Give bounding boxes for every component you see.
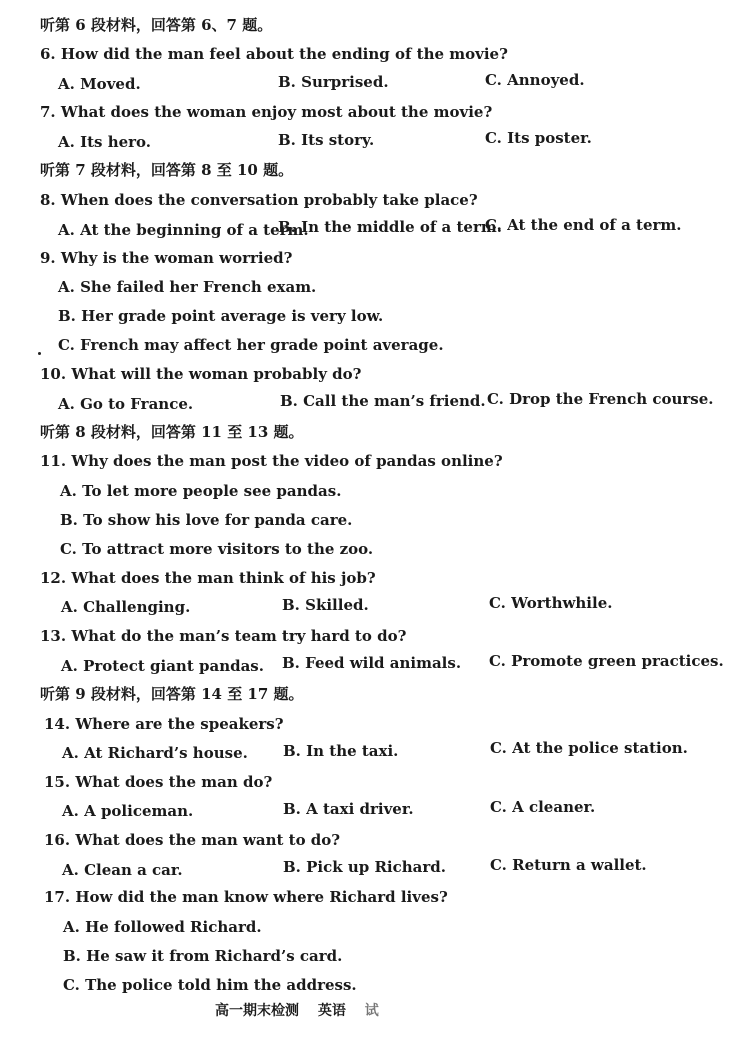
question-13-option-a: A. Protect giant pandas. [61,657,264,675]
question-14-option-c: C. At the police station. [490,739,688,757]
question-17-option-a: A. He followed Richard. [63,918,262,936]
question-7-stem: 7. What does the woman enjoy most about the movie? [40,103,493,121]
question-11-option-b: B. To show his love for panda care. [60,511,353,529]
question-8-option-a: A. At the beginning of a term. [58,221,309,239]
question-8-option-c: C. At the end of a term. [485,216,682,234]
question-10-option-a: A. Go to France. [58,395,194,413]
question-14-stem: 14. Where are the speakers? [44,715,284,733]
question-6-stem: 6. How did the man feel about the ending of the movie? [40,45,508,63]
question-17-option-c: C. The police told him the address. [63,976,357,994]
question-15-option-c: C. A cleaner. [490,798,596,816]
question-14-option-b: B. In the taxi. [283,742,399,760]
question-7-option-b: B. Its story. [278,131,375,149]
question-9-option-b: B. Her grade point average is very low. [58,307,384,325]
question-11-stem: 11. Why does the man post the video of pandas online? [40,452,503,470]
question-16-option-b: B. Pick up Richard. [283,858,447,876]
question-6-option-b: B. Surprised. [278,73,389,91]
section-heading-8: 听第 8 段材料，回答第 11 至 13 题。 [40,423,304,441]
question-17-stem: 17. How did the man know where Richard lives? [44,888,448,906]
footer-subject: 英语 [317,1003,346,1019]
question-12-option-c: C. Worthwhile. [489,594,613,612]
question-8-stem: 8. When does the conversation probably take place? [40,191,478,209]
question-11-option-c: C. To attract more visitors to the zoo. [60,540,374,558]
footer-exam-title: 高一期末检测 [215,1003,299,1019]
footer-trailing-text: 试 [364,1003,379,1019]
question-12-option-a: A. Challenging. [61,598,191,616]
ink-dot [38,352,41,355]
question-10-option-c: C. Drop the French course. [487,390,714,408]
question-17-option-b: B. He saw it from Richard’s card. [63,947,343,965]
question-15-option-b: B. A taxi driver. [283,800,414,818]
question-16-option-a: A. Clean a car. [62,861,183,879]
question-16-option-c: C. Return a wallet. [490,856,647,874]
question-13-option-c: C. Promote green practices. [489,652,724,670]
question-12-stem: 12. What does the man think of his job? [40,569,376,587]
section-heading-7: 听第 7 段材料，回答第 8 至 10 题。 [40,161,294,179]
question-6-option-a: A. Moved. [58,75,141,93]
question-10-stem: 10. What will the woman probably do? [40,365,362,383]
question-9-option-a: A. She failed her French exam. [58,278,317,296]
question-7-option-a: A. Its hero. [58,133,152,151]
question-6-option-c: C. Annoyed. [485,71,585,89]
question-15-stem: 15. What does the man do? [44,773,273,791]
question-13-stem: 13. What do the man’s team try hard to do? [40,627,407,645]
section-heading-9: 听第 9 段材料，回答第 14 至 17 题。 [40,685,304,703]
section-heading-6: 听第 6 段材料，回答第 6、7 题。 [40,16,273,34]
question-11-option-a: A. To let more people see pandas. [60,482,342,500]
question-9-option-c: C. French may affect her grade point average. [58,336,444,354]
question-8-option-b: B. In the middle of a term. [278,218,502,236]
question-14-option-a: A. At Richard’s house. [62,744,248,762]
question-10-option-b: B. Call the man’s friend. [280,392,486,410]
question-7-option-c: C. Its poster. [485,129,592,147]
question-9-stem: 9. Why is the woman worried? [40,249,293,267]
question-16-stem: 16. What does the man want to do? [44,831,341,849]
question-12-option-b: B. Skilled. [282,596,369,614]
question-15-option-a: A. A policeman. [62,802,194,820]
question-13-option-b: B. Feed wild animals. [282,654,462,672]
page-footer [215,1000,379,1020]
